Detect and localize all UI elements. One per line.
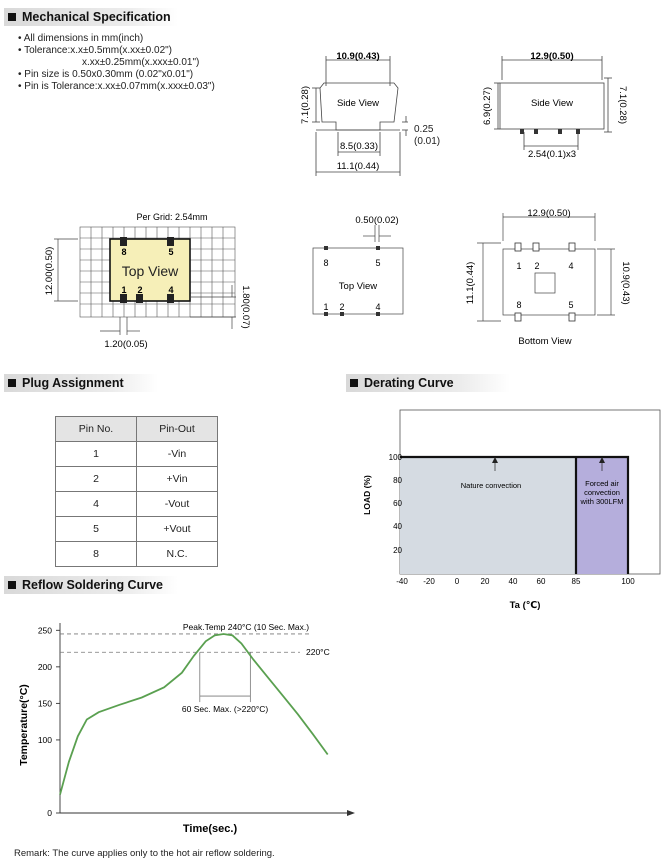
pin-number-cell: 4 bbox=[56, 492, 137, 517]
pin-label: 1 bbox=[323, 302, 329, 312]
bullet-square-icon bbox=[350, 379, 358, 387]
forced-convection-area bbox=[576, 457, 628, 574]
bullet-square-icon bbox=[8, 581, 16, 589]
y-tick-label: 250 bbox=[37, 625, 52, 636]
dim-label: 12.00(0.50) bbox=[44, 246, 55, 296]
dim-label: 0.50(0.02) bbox=[355, 215, 399, 226]
plug-assignment-table bbox=[55, 416, 218, 567]
dim-label: 8.5(0.33) bbox=[339, 141, 379, 152]
bullet-square-icon bbox=[8, 13, 16, 21]
per-grid-label: Per Grid: 2.54mm bbox=[136, 212, 208, 222]
dim-label: 2.54(0.1)x3 bbox=[527, 149, 577, 160]
pin-number-cell: 1 bbox=[56, 442, 137, 467]
section-plug bbox=[4, 374, 158, 392]
pin-label: 5 bbox=[568, 300, 574, 310]
remark-text: Remark: The curve applies only to the hot air reflow soldering. bbox=[14, 848, 275, 859]
table-row bbox=[56, 542, 218, 567]
bottom-view-drawing bbox=[455, 205, 635, 350]
x-tick-label: 0 bbox=[454, 577, 460, 586]
table-row bbox=[56, 517, 218, 542]
x-axis-arrow-icon bbox=[347, 810, 355, 816]
reflow-y-axis-label: Temperature(°C) bbox=[18, 684, 30, 766]
pin-label: 2 bbox=[534, 261, 540, 271]
x-tick-label: 20 bbox=[480, 577, 490, 586]
bottom-view-label: Bottom View bbox=[518, 336, 572, 347]
derating-y-axis-label: LOAD (%) bbox=[362, 475, 372, 515]
pin-label: 8 bbox=[516, 300, 522, 310]
y-tick-label: 200 bbox=[37, 661, 52, 672]
side-view-drawing-right bbox=[462, 50, 642, 160]
pin-label: 5 bbox=[168, 247, 174, 257]
section-reflow bbox=[4, 576, 178, 594]
forced-label: Forced air bbox=[585, 479, 619, 488]
spec-note: • All dimensions in mm(inch) bbox=[18, 33, 144, 44]
nature-convection-area bbox=[400, 457, 576, 574]
pin-label: 1 bbox=[516, 261, 522, 271]
x-tick-label: -20 bbox=[423, 577, 435, 586]
dim-label: 1.80(0.07) bbox=[240, 285, 251, 329]
table-header-row bbox=[56, 417, 218, 442]
dim-label: 10.9(0.43) bbox=[336, 51, 380, 62]
pin-out-cell: -Vout bbox=[137, 492, 218, 517]
table-row bbox=[56, 467, 218, 492]
section-derating bbox=[346, 374, 510, 392]
table-row bbox=[56, 442, 218, 467]
reflow-x-axis-label: Time(sec.) bbox=[182, 823, 238, 835]
top-view-grid-drawing bbox=[40, 205, 270, 355]
derating-chart bbox=[355, 405, 665, 615]
x-tick-label: 40 bbox=[508, 577, 518, 586]
dim-pin-thickness: 0.25 (0.01) bbox=[414, 124, 441, 147]
peak-label: Peak.Temp 240°C (10 Sec. Max.) bbox=[182, 621, 310, 632]
dim-label: 6.9(0.27) bbox=[482, 86, 493, 126]
section-title: Plug Assignment bbox=[22, 376, 124, 390]
pin-out-cell: +Vout bbox=[137, 517, 218, 542]
section-title: Derating Curve bbox=[364, 376, 454, 390]
spec-note: • Tolerance:x.x±0.5mm(x.xx±0.02") bbox=[18, 45, 173, 56]
derating-x-axis-label: Ta (℃) bbox=[509, 600, 541, 611]
nature-label: Nature convection bbox=[460, 481, 522, 490]
top-view-label: Top View bbox=[121, 263, 179, 279]
pin-number-cell: 2 bbox=[56, 467, 137, 492]
dim-label: 7.1(0.28) bbox=[300, 85, 311, 125]
y-tick-label: 40 bbox=[393, 522, 402, 531]
dim-label: 12.9(0.50) bbox=[527, 208, 571, 219]
x-tick-label: -40 bbox=[396, 577, 408, 586]
pin-out-cell: -Vin bbox=[137, 442, 218, 467]
spec-note: • Pin is Tolerance:x.xx±0.07mm(x.xxx±0.03") bbox=[18, 81, 215, 92]
dim-label: 7.1(0.28) bbox=[617, 85, 628, 125]
pin-label: 4 bbox=[375, 302, 381, 312]
dim-label: 11.1(0.44) bbox=[336, 161, 380, 172]
section-mechanical bbox=[4, 8, 178, 26]
pin-label: 2 bbox=[339, 302, 345, 312]
bullet-square-icon bbox=[8, 379, 16, 387]
dim-label: 12.9(0.50) bbox=[530, 51, 574, 62]
dim-label: 10.9(0.43) bbox=[620, 261, 631, 305]
y-tick-label: 100 bbox=[37, 734, 52, 745]
side-view-drawing-left bbox=[290, 50, 420, 190]
ref-220-label: 220°C bbox=[306, 647, 330, 658]
y-tick-label: 100 bbox=[388, 453, 402, 462]
pin-label: 8 bbox=[121, 247, 127, 257]
x-tick-label: 85 bbox=[571, 577, 581, 586]
pin-label: 1 bbox=[121, 285, 127, 295]
pin-label: 4 bbox=[568, 261, 574, 271]
y-tick-label: 150 bbox=[37, 698, 52, 709]
x-tick-label: 100 bbox=[621, 577, 635, 586]
pin-label: 8 bbox=[323, 258, 329, 268]
pin-number-cell: 8 bbox=[56, 542, 137, 567]
y-tick-label: 80 bbox=[393, 476, 402, 485]
side-view-label: Side View bbox=[336, 98, 380, 109]
pin-number-cell: 5 bbox=[56, 517, 137, 542]
y-tick-label: 0 bbox=[47, 808, 52, 818]
table-row bbox=[56, 492, 218, 517]
section-title: Reflow Soldering Curve bbox=[22, 578, 163, 592]
y-tick-label: 60 bbox=[393, 499, 402, 508]
reflow-chart bbox=[10, 615, 360, 840]
section-title: Mechanical Specification bbox=[22, 10, 171, 24]
window-label: 60 Sec. Max. (>220°C) bbox=[181, 704, 269, 715]
pin-out-cell: +Vin bbox=[137, 467, 218, 492]
spec-notes bbox=[18, 33, 215, 93]
forced-label: with 300LFM bbox=[580, 497, 624, 506]
dim-label: 11.1(0.44) bbox=[465, 261, 476, 305]
forced-label: convection bbox=[584, 488, 620, 497]
table-header: Pin-Out bbox=[137, 417, 218, 442]
side-view-label: Side View bbox=[530, 98, 574, 109]
pin-label: 4 bbox=[168, 285, 174, 295]
dim-label: 1.20(0.05) bbox=[104, 339, 148, 350]
top-view-small-drawing bbox=[305, 210, 415, 340]
y-ticks bbox=[38, 625, 60, 818]
x-tick-label: 60 bbox=[536, 577, 546, 586]
spec-note: • Pin size is 0.50x0.30mm (0.02"x0.01") bbox=[18, 69, 194, 80]
spec-note: x.xx±0.25mm(x.xxx±0.01") bbox=[82, 57, 200, 68]
pin-label: 5 bbox=[375, 258, 381, 268]
table-header: Pin No. bbox=[56, 417, 137, 442]
top-view-label: Top View bbox=[338, 281, 378, 292]
reflow-curve-line bbox=[60, 634, 328, 795]
pin-out-cell: N.C. bbox=[137, 542, 218, 567]
y-tick-label: 20 bbox=[393, 546, 402, 555]
pin-label: 2 bbox=[137, 285, 143, 295]
